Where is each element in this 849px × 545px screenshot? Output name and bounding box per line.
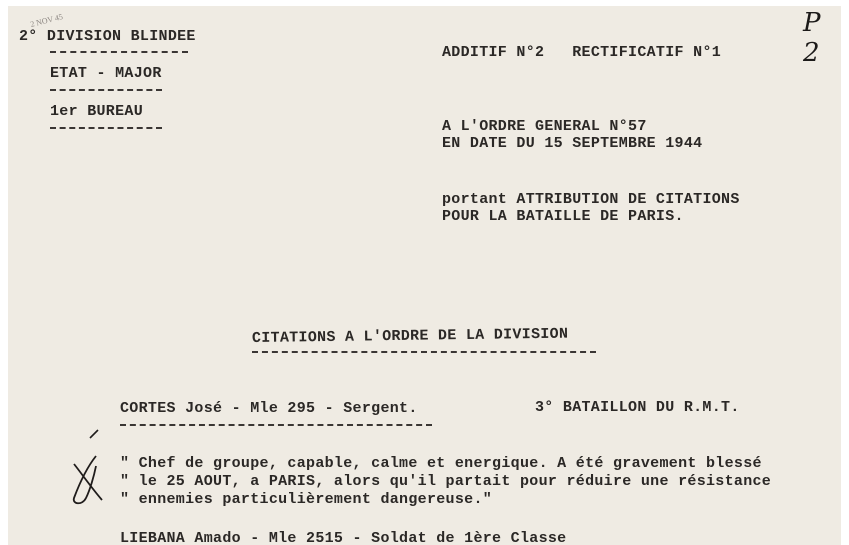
section-title-underline <box>252 351 596 353</box>
next-entry-line: LIEBANA Amado - Mle 2515 - Soldat de 1ère Classe <box>120 530 567 545</box>
citation-text-line-1: " Chef de groupe, capable, calme et energique. A été gravement blessé <box>120 455 762 472</box>
division-underline <box>50 51 188 53</box>
handwritten-x-mark <box>68 426 116 508</box>
citation-unit: 3° BATAILLON DU R.M.T. <box>535 399 740 416</box>
bureau-underline <box>50 127 162 129</box>
portant-line-1: portant ATTRIBUTION DE CITATIONS <box>442 191 740 208</box>
ordre-line-1: A L'ORDRE GENERAL N°57 <box>442 118 647 135</box>
corner-stamp: 2 NOV 45 <box>29 12 64 29</box>
etat-major-heading: ETAT - MAJOR <box>50 65 162 82</box>
document-page <box>8 6 841 545</box>
citation-text-line-3: " ennemies particulièrement dangereuse." <box>120 491 493 508</box>
division-heading: 2° DIVISION BLINDEE <box>19 28 196 45</box>
citation-text-line-2: " le 25 AOUT, a PARIS, alors qu'il partait pour réduire une résistance <box>120 473 772 490</box>
etat-major-underline <box>50 89 162 91</box>
section-title: CITATIONS A L'ORDRE DE LA DIVISION <box>251 325 569 347</box>
bureau-heading: 1er BUREAU <box>50 103 144 120</box>
citation-name: CORTES José - Mle 295 - Sergent. <box>120 400 418 417</box>
ordre-line-2: EN DATE DU 15 SEPTEMBRE 1944 <box>442 135 703 152</box>
citation-name-underline <box>120 424 432 426</box>
portant-line-2: POUR LA BATAILLE DE PARIS. <box>442 208 684 225</box>
additif-heading: ADDITIF N°2 RECTIFICATIF N°1 <box>442 44 722 61</box>
page-number: P 2 <box>803 8 821 68</box>
